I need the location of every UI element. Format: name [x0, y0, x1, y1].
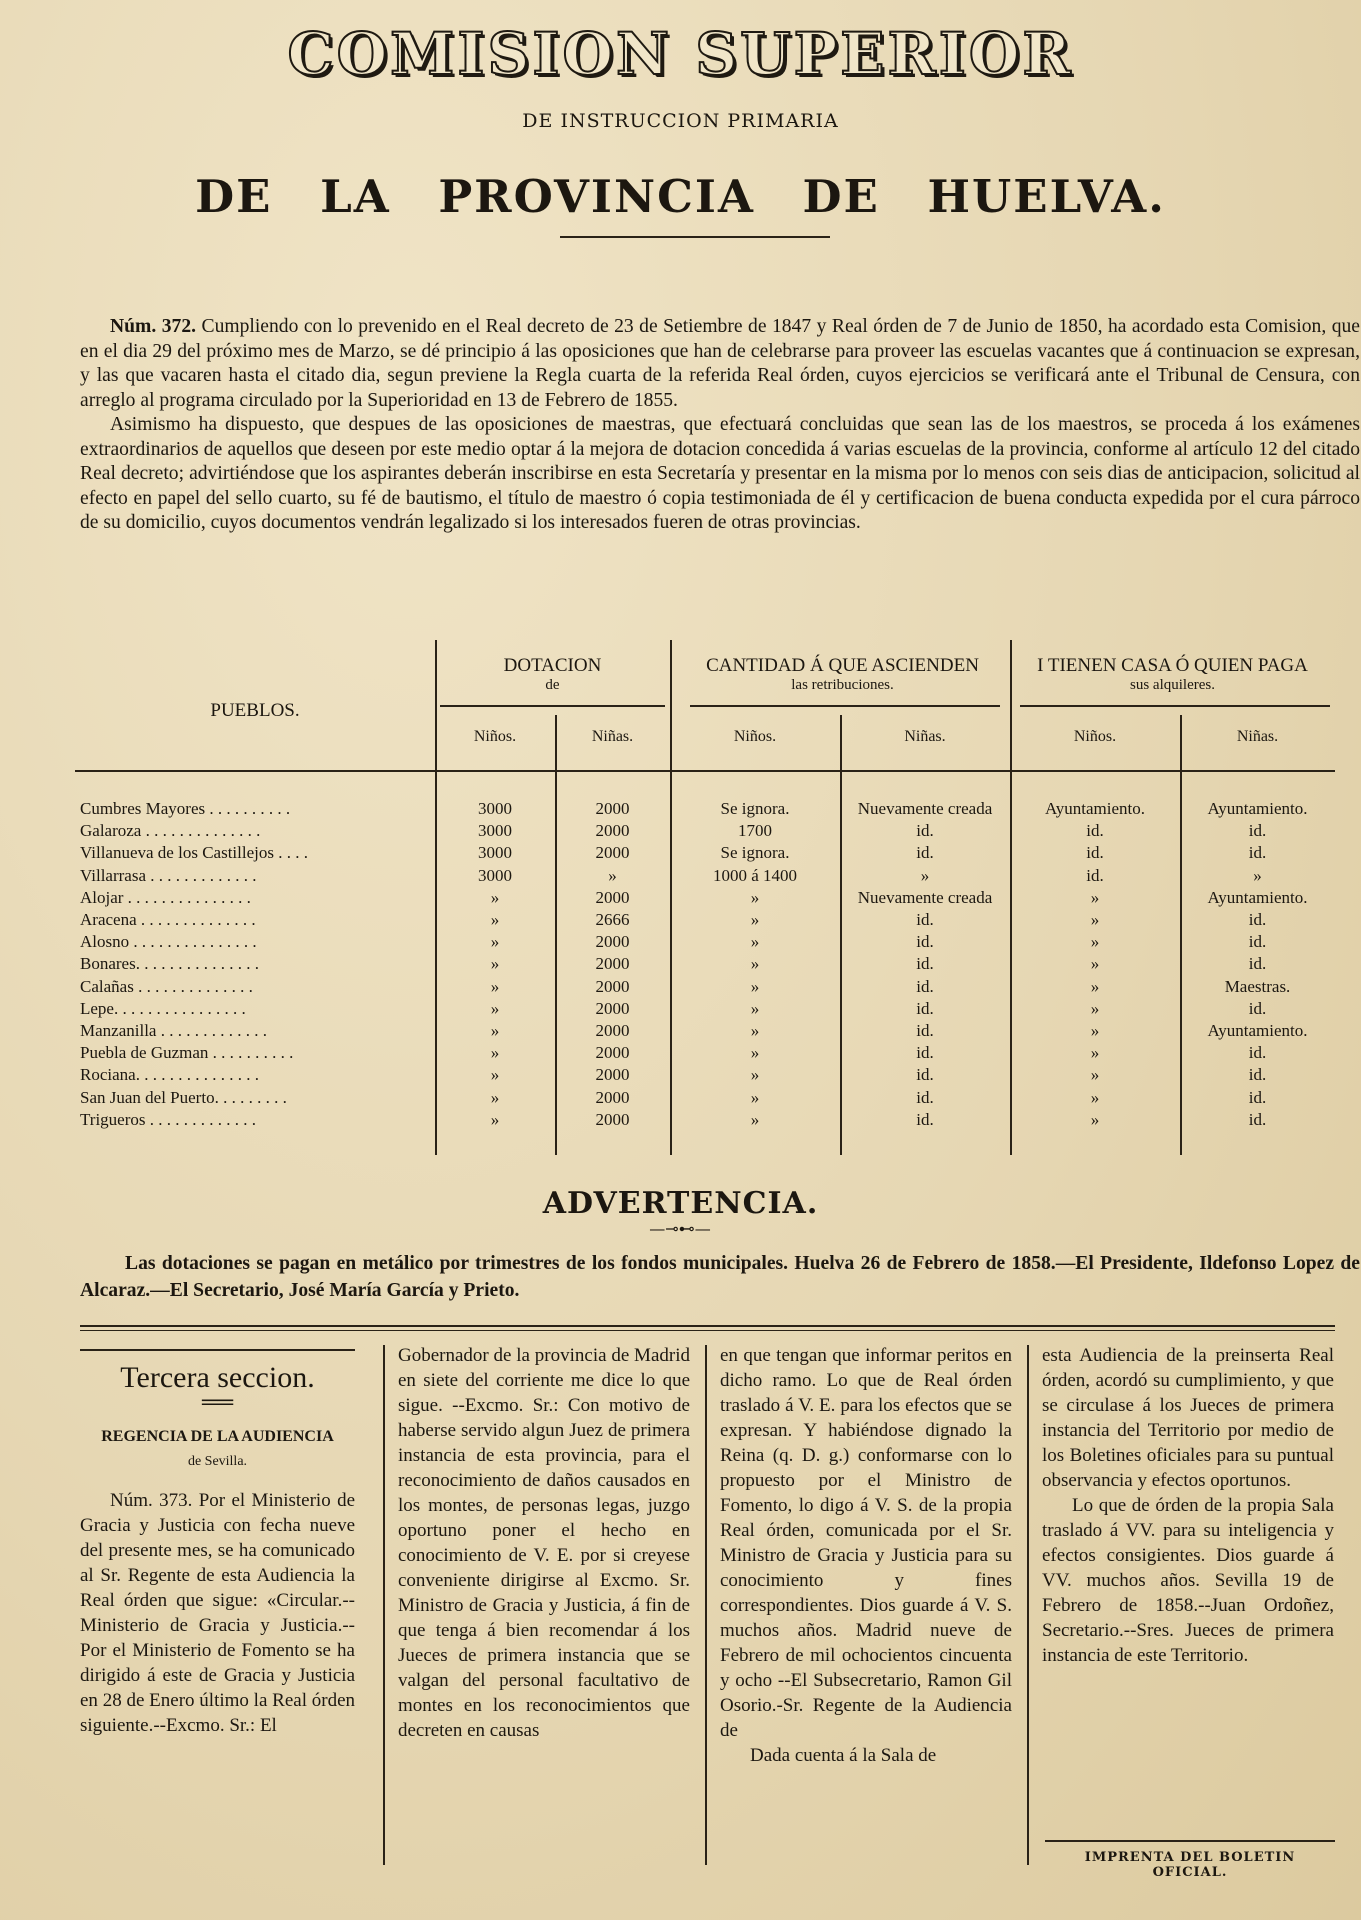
subheader-ninos: Niños. — [473, 728, 517, 745]
table-cell: id. — [916, 954, 934, 974]
section-title: Tercera seccion. — [120, 1361, 315, 1394]
table-cell: id. — [1248, 1065, 1267, 1085]
table-cell: » — [750, 1043, 760, 1063]
section-rule — [80, 1325, 1335, 1327]
column-3-text: en que tengan que informar peritos en dicho ramo. Lo que de Real órden traslado á V. E. para los efectos que se expresan. Y habiéndose dignado la Reina (q. D. g.) conformarse con lo propuesto por el Ministro de Fomento, lo digo á V. S. de la propia Real órden, comunicada por el Sr. Ministro de Gracia y Justicia para su conocimiento y fines correspondientes. Dios guarde á V. S. muchos años. Madrid nueve de Febrero de mil ochocientos cincuenta y ocho --El Subsecretario, Ramon Gil Osorio.-Sr. Regente de la Audiencia de — [720, 1345, 1012, 1741]
imprenta-label: IMPRENTA DEL BOLETIN OFICIAL. — [1084, 1850, 1296, 1880]
table-cell: » — [1090, 932, 1100, 952]
column-rule — [1027, 1345, 1029, 1865]
table-cell: » — [1090, 910, 1100, 929]
table-cell: id. — [916, 998, 934, 1018]
table-cell: id. — [1248, 932, 1267, 952]
table-cell-town: Bonares. . . . . . . . . . . . . . . — [80, 954, 259, 974]
table-cell-town: Rociana. . . . . . . . . . . . . . . — [80, 1065, 259, 1085]
column-1 — [80, 1343, 355, 1738]
table-cell: » — [750, 910, 760, 929]
subheader-ninas: Niñas. — [1236, 728, 1279, 745]
intro-text — [80, 315, 1360, 536]
advertencia-text: Las dotaciones se pagan en metálico por trimestres de los fondos municipales. Huelva 26 de Febrero de 1858.—El Presidente, Ildefonso Lopez de Alcaraz.—El Secretario, José María García y Prieto. — [80, 1253, 1360, 1301]
table-cell-town: Galaroza . . . . . . . . . . . . . . — [80, 821, 261, 841]
table-cell: » — [750, 1021, 760, 1040]
table-cell-town: Aracena . . . . . . . . . . . . . . — [80, 910, 256, 929]
table-cell: Nuevamente creada — [857, 887, 993, 907]
table-cell-town: Cumbres Mayores . . . . . . . . . . — [80, 799, 291, 818]
table-cell: 3000 — [478, 821, 512, 841]
table-cell: » — [750, 887, 760, 907]
masthead-province: DE LA PROVINCIA DE HUELVA. — [195, 170, 1166, 223]
table-cell: id. — [916, 1043, 934, 1063]
header-cantidad-label: CANTIDAD Á QUE ASCIENDEN — [706, 655, 979, 676]
table-cell: Ayuntamiento. — [1207, 799, 1308, 818]
table-cell: 1700 — [738, 821, 772, 841]
header-casa — [1010, 655, 1335, 694]
table-cell: 2000 — [595, 1065, 630, 1085]
table-cell: id. — [916, 1065, 934, 1085]
header-dotacion-label: DOTACION — [503, 655, 602, 676]
masthead-title: COMISION SUPERIOR — [287, 20, 1074, 88]
table-cell: id. — [1248, 954, 1267, 974]
intro-number: Núm. 372. — [110, 316, 197, 337]
table-cell: 2000 — [595, 1021, 630, 1040]
table-cell: » — [1090, 1087, 1100, 1107]
table-cell: » — [1090, 887, 1100, 907]
table-cell: Se ignora. — [720, 843, 790, 863]
table-cell: » — [750, 1109, 760, 1129]
intro-paragraph-1: Cumpliendo con lo prevenido en el Real decreto de 23 de Setiembre de 1847 y Real órden de 7 de Junio de 1850, ha acordado esta Comision, que en el dia 29 del próximo mes de Marzo, se dé principio á las oposiciones que han de celebrarse para proveer las escuelas vacantes que á continuacion se expresan, y las que vacaren hasta el citado dia, segun previene la Regla cuarta de la referida Real órden, cuyos ejercicios se verificará ante el Tribunal de Censura, con arreglo al programa circulado por la Superioridad en 13 de Febrero de 1855. — [80, 316, 1360, 411]
table-cell-town: Calañas . . . . . . . . . . . . . . — [80, 976, 253, 996]
table-cell: Ayuntamiento. — [1045, 799, 1145, 818]
table-cell: » — [750, 954, 760, 974]
table-cell: » — [490, 1087, 500, 1107]
table-cell: » — [920, 865, 930, 885]
table-cell: id. — [916, 976, 934, 996]
table-cell: id. — [916, 910, 934, 929]
table-cell: 2000 — [595, 887, 630, 907]
table-cell: id. — [916, 1021, 934, 1040]
table-cell: » — [1090, 1043, 1100, 1063]
table-cell: » — [490, 1043, 500, 1063]
section-rule — [80, 1330, 1335, 1331]
section-divider: ══ — [201, 1389, 234, 1414]
table-cell: » — [490, 1109, 500, 1129]
table-cell: id. — [916, 843, 934, 863]
table-cell: id. — [1086, 843, 1104, 863]
column-2-text: Gobernador de la provincia de Madrid en siete del corriente me dice lo que sigue. --Excmo. Sr.: Con motivo de haberse servido algun Juez de primera instancia de esta provincia, para el reconocimiento de daños causados en los montes, de personas legas, juzgo oportuno poner el hecho en conocimiento de V. E. por si creyese conveniente dirigirse al Excmo. Sr. Ministro de Gracia y Justicia, á fin de que tenga á bien recomendar á los Jueces de primera instancia que se valgan del personal facultativo de montes en los reconocimientos que decreten en causas — [398, 1345, 690, 1741]
table-hline — [1020, 705, 1330, 707]
table-cell: » — [490, 887, 500, 907]
table-cell: Maestras. — [1224, 976, 1291, 996]
subheader-ninas: Niñas. — [591, 728, 634, 745]
table-cell: id. — [1248, 1043, 1267, 1063]
table-cell: » — [750, 1065, 760, 1085]
table-cell: 1000 á 1400 — [712, 865, 798, 885]
table-cell: id. — [1248, 998, 1267, 1018]
table-cell-town: Villarrasa . . . . . . . . . . . . . — [80, 865, 257, 885]
column-3-text-b: Dada cuenta á la Sala de — [750, 1745, 937, 1766]
table-cell: Nuevamente creada — [857, 799, 993, 818]
regencia-heading: REGENCIA DE LA AUDIENCIA — [101, 1428, 334, 1445]
table-cell: id. — [1086, 821, 1104, 841]
table-cell: » — [750, 976, 760, 996]
table-cell: id. — [1086, 865, 1104, 885]
table-cell: 3000 — [478, 843, 512, 863]
table-cell: » — [490, 932, 500, 952]
header-cantidad-sub: las retribuciones. — [791, 677, 894, 693]
table-cell-town: Lepe. . . . . . . . . . . . . . . . — [80, 998, 246, 1018]
header-dotacion — [440, 655, 665, 694]
table-cell: » — [490, 998, 500, 1018]
subheader-ninas: Niñas. — [904, 728, 946, 745]
table-cell: 3000 — [478, 865, 512, 885]
intro-paragraph-2: Asimismo ha dispuesto, que despues de las oposiciones de maestras, que efectuará concluidas que sean las de los maestros, se proceda á los exámenes extraordinarios de aquellos que deseen por este medio optar á la mejora de dotacion concedida á varias escuelas de la provincia, conforme al artículo 12 del citado Real decreto; advirtiéndose que los aspirantes deberán inscribirse en esta Secretaría y presentar en la misma por lo menos con seis dias de anticipacion, solicitud al efecto en papel del sello cuarto, su fé de bautismo, el título de maestro ó copia testimoniada de él y certificacion de buena conducta expedida por el cura párroco de su domicilio, cuyos documentos vendrán legalizado si los interesados fueren de otras provincias. — [80, 414, 1360, 533]
table-cell: » — [490, 910, 500, 929]
table-cell: id. — [1248, 843, 1267, 863]
header-pueblos: PUEBLOS. — [210, 700, 300, 721]
table-cell: 2000 — [595, 821, 630, 841]
table-cell: » — [1090, 1065, 1100, 1085]
column-2 — [398, 1343, 690, 1743]
table-cell: id. — [1248, 910, 1267, 929]
table-cell: id. — [916, 1109, 934, 1129]
table-cell: id. — [916, 821, 934, 841]
imprenta-rule — [1045, 1840, 1335, 1842]
table-cell: 2000 — [595, 799, 630, 818]
vacancies-table — [75, 640, 1335, 1160]
table-cell: » — [490, 1021, 500, 1040]
table-cell: 2000 — [595, 1043, 630, 1063]
table-hline — [690, 705, 1000, 707]
column-rule — [383, 1345, 385, 1865]
table-cell: » — [750, 1087, 760, 1107]
column-4-text-a: esta Audiencia de la preinserta Real órden, acordó su cumplimiento, y que se circulase á los Jueces de primera instancia del Territorio por medio de los Boletines oficiales para su puntual observancia y efectos oportunos. — [1042, 1345, 1334, 1491]
table-cell: 3000 — [478, 799, 512, 818]
table-cell: 2000 — [595, 843, 630, 863]
table-cell: » — [490, 976, 500, 996]
column-4-text-b: Lo que de órden de la propia Sala traslado á VV. para su inteligencia y efectos consigientes. Dios guarde á VV. muchos años. Sevilla 19 de Febrero de 1858.--Juan Ordoñez, Secretario.--Sres. Jueces de primera instancia de este Territorio. — [1042, 1495, 1334, 1666]
table-cell: Ayuntamiento. — [1207, 1021, 1308, 1040]
header-casa-label: I TIENEN CASA Ó QUIEN PAGA — [1037, 655, 1308, 676]
table-cell: » — [490, 954, 500, 974]
table-cell: id. — [1248, 1109, 1267, 1129]
column-rule — [705, 1345, 707, 1865]
column-4 — [1042, 1343, 1334, 1668]
subheader-ninos: Niños. — [733, 728, 777, 745]
table-cell-town: Villanueva de los Castillejos . . . . — [80, 843, 308, 863]
header-dotacion-sub: de — [545, 677, 560, 693]
table-cell: » — [608, 865, 617, 885]
table-cell: » — [1090, 998, 1100, 1018]
masthead-rule — [560, 236, 830, 238]
table-cell-town: Puebla de Guzman . . . . . . . . . . — [80, 1043, 294, 1063]
table-cell: » — [1090, 954, 1100, 974]
table-cell: » — [1090, 1109, 1100, 1129]
table-cell: » — [1253, 865, 1262, 885]
table-cell: 2000 — [595, 998, 630, 1018]
column-3 — [720, 1343, 1012, 1768]
table-cell: 2000 — [595, 954, 630, 974]
advertencia-title: ADVERTENCIA. — [542, 1186, 819, 1221]
table-cell: » — [750, 998, 760, 1018]
table-cell: » — [750, 932, 760, 952]
table-cell: id. — [1248, 821, 1267, 841]
table-cell-town: San Juan del Puerto. . . . . . . . . — [80, 1087, 287, 1107]
table-cell: id. — [916, 1087, 934, 1107]
masthead-subtitle: DE INSTRUCCION PRIMARIA — [522, 110, 839, 132]
table-cell: 2000 — [595, 932, 630, 952]
table-cell-town: Alojar . . . . . . . . . . . . . . . — [80, 887, 251, 907]
table-cell: » — [490, 1065, 500, 1085]
table-cell: » — [1090, 976, 1100, 996]
ornament-divider: —⊸⊷— — [649, 1219, 711, 1238]
table-cell-town: Manzanilla . . . . . . . . . . . . . — [80, 1021, 267, 1040]
table-hline — [75, 770, 1335, 772]
table-cell: 2666 — [595, 910, 630, 929]
table-cell: 2000 — [595, 1109, 630, 1129]
column-rule — [80, 1349, 355, 1351]
table-hline — [440, 705, 665, 707]
table-cell: 2000 — [595, 1087, 630, 1107]
column-1-text: Núm. 373. Por el Ministerio de Gracia y Justicia con fecha nueve del presente mes, se ha comunicado al Sr. Regente de esta Audiencia la Real órden que sigue: «Circular.--Ministerio de Gracia y Justicia.--Por el Ministerio de Fomento se ha dirigido á este de Gracia y Justicia en 28 de Enero último la Real órden siguiente.--Excmo. Sr.: El — [80, 1490, 355, 1736]
table-cell: 2000 — [595, 976, 630, 996]
header-casa-sub: sus alquileres. — [1130, 677, 1215, 693]
table-cell: Ayuntamiento. — [1207, 887, 1308, 907]
table-cell: Se ignora. — [720, 799, 790, 818]
header-cantidad — [675, 655, 1010, 694]
table-cell-town: Alosno . . . . . . . . . . . . . . . — [80, 932, 257, 952]
regencia-subheading: de Sevilla. — [187, 1454, 248, 1469]
table-cell: » — [1090, 1021, 1100, 1040]
table-cell: id. — [916, 932, 934, 952]
table-cell: id. — [1248, 1087, 1267, 1107]
subheader-ninos: Niños. — [1073, 728, 1117, 745]
table-cell-town: Trigueros . . . . . . . . . . . . . — [80, 1109, 256, 1129]
